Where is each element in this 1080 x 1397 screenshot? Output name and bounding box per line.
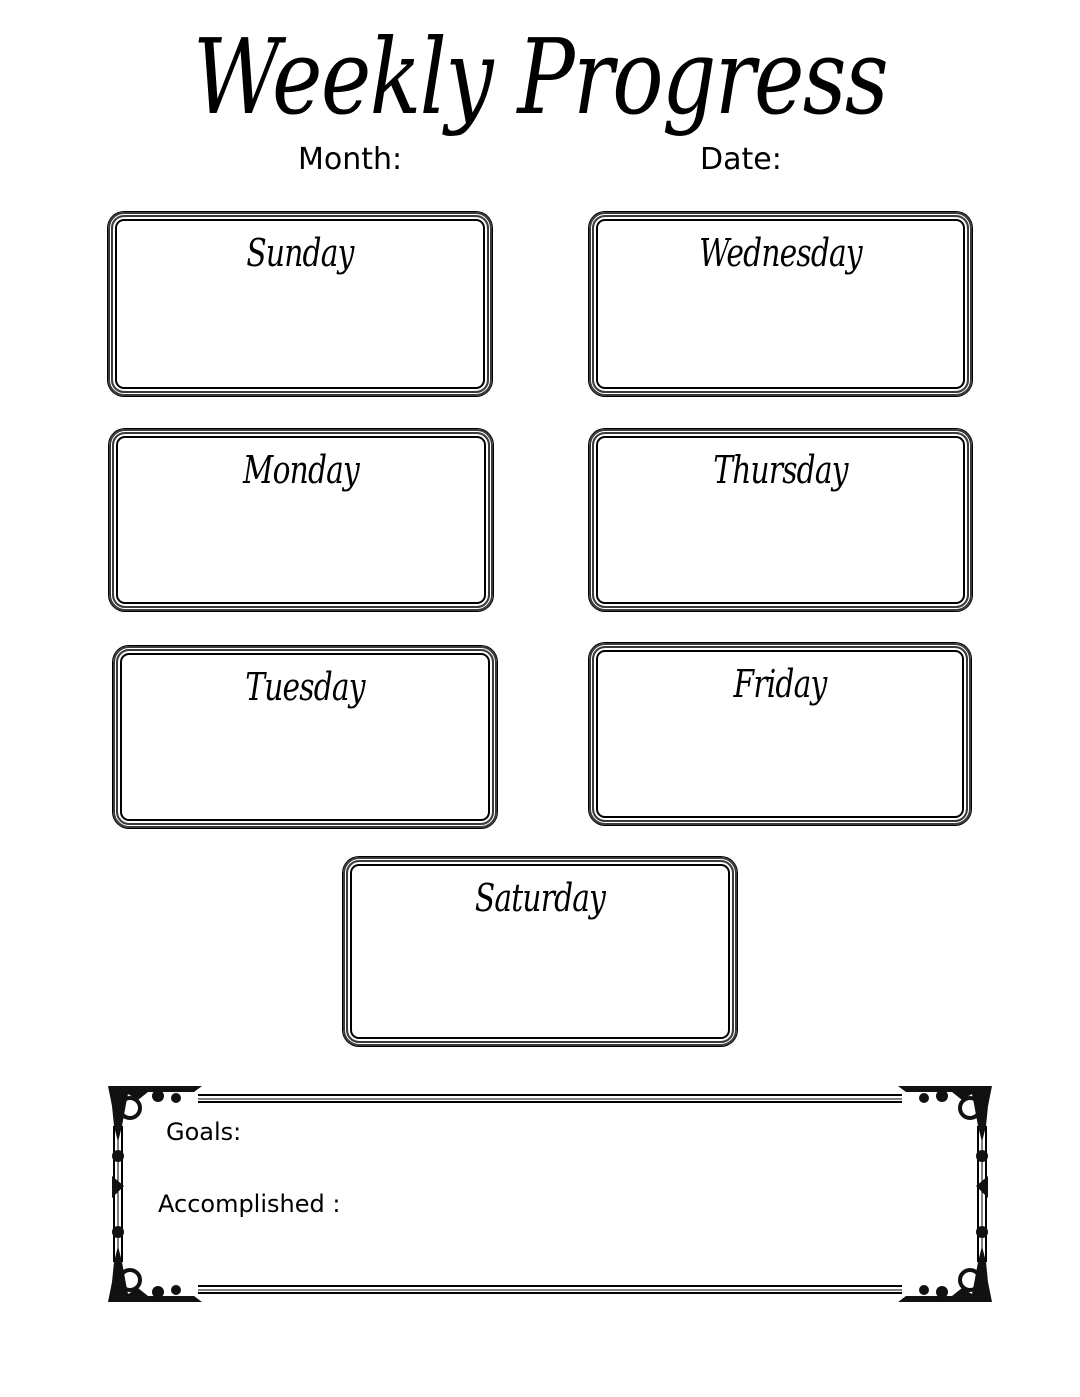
friday-label: Friday [733, 662, 827, 706]
goals-label: Goals: [166, 1118, 242, 1146]
date-label: Date: [700, 142, 782, 177]
thursday-label: Thursday [713, 448, 848, 492]
wednesday-box[interactable] [589, 212, 972, 396]
goals-frame[interactable] [108, 1086, 992, 1302]
page-title: Weekly Progress [192, 16, 888, 138]
saturday-label: Saturday [474, 876, 606, 920]
friday-box[interactable] [589, 643, 971, 825]
thursday-box[interactable] [589, 429, 972, 611]
sunday-box[interactable] [108, 212, 492, 396]
saturday-box[interactable] [343, 857, 737, 1046]
sunday-label: Sunday [246, 231, 354, 275]
month-label: Month: [298, 142, 403, 177]
monday-label: Monday [242, 448, 360, 492]
tuesday-box[interactable] [113, 646, 497, 828]
tuesday-label: Tuesday [245, 665, 365, 709]
accomplished-label: Accomplished : [158, 1190, 341, 1218]
wednesday-label: Wednesday [699, 231, 862, 275]
monday-box[interactable] [109, 429, 493, 611]
